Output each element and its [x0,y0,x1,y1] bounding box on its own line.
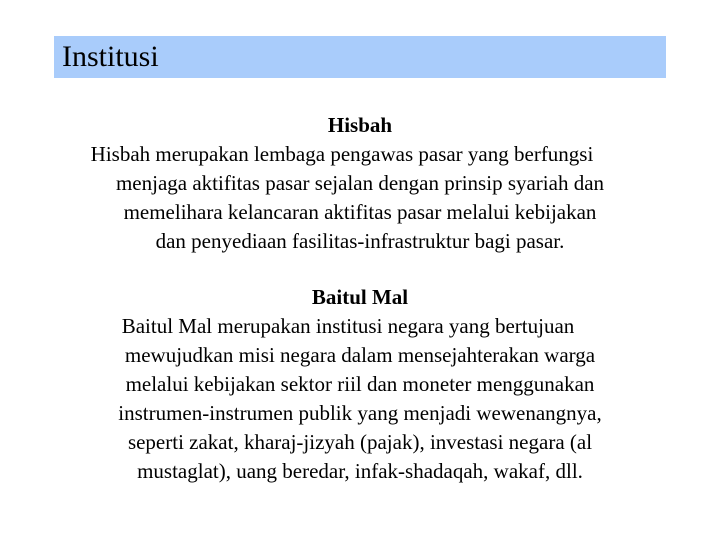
paragraph-line: Baitul Mal merupakan institusi negara yang bertujuan [121,314,575,338]
slide-title-bar [54,36,666,78]
paragraph-line: instrumen-instrumen publik yang menjadi wewenangnya, [118,401,602,425]
section-heading: Baitul Mal [311,285,409,309]
paragraph-line: seperti zakat, kharaj-jizyah (pajak), investasi negara (al [127,430,593,454]
section-baitul-mal [54,283,666,486]
paragraph-line: dan penyediaan fasilitas-infrastruktur bagi pasar. [155,229,565,253]
section-paragraph [54,312,666,486]
paragraph-line: mustaglat), uang beredar, infak-shadaqah, wakaf, dll. [137,459,583,483]
slide-title: Institusi [62,40,159,73]
section-heading: Hisbah [327,113,393,137]
paragraph-line: mewujudkan misi negara dalam mensejahterakan warga [124,343,596,367]
paragraph-line: memelihara kelancaran aktifitas pasar melalui kebijakan [123,200,597,224]
section-paragraph [54,140,666,256]
paragraph-line: melalui kebijakan sektor riil dan moneter menggunakan [125,372,595,396]
paragraph-line: menjaga aktifitas pasar sejalan dengan prinsip syariah dan [115,171,605,195]
paragraph-line: Hisbah merupakan lembaga pengawas pasar yang berfungsi [90,142,594,166]
section-hisbah [54,111,666,256]
